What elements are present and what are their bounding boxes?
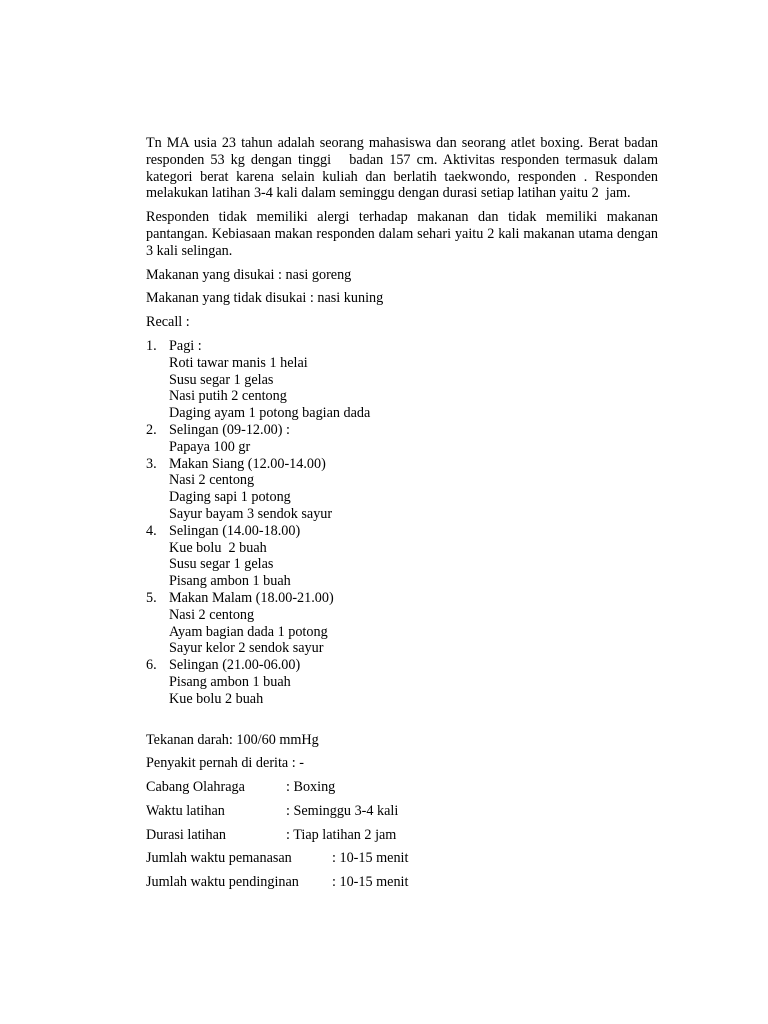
recall-food: Susu segar 1 gelas — [169, 371, 274, 388]
blood-pressure: Tekanan darah: 100/60 mmHg — [146, 731, 319, 748]
detail-row — [146, 874, 658, 891]
recall-food: Papaya 100 gr — [169, 438, 251, 455]
recall-food: Pisang ambon 1 buah — [169, 573, 291, 590]
recall-food: Ayam bagian dada 1 potong — [169, 623, 328, 640]
detail-row — [146, 850, 658, 867]
recall-heading: Selingan (14.00-18.00) — [169, 522, 301, 539]
recall-food: Pisang ambon 1 buah — [169, 673, 291, 690]
recall-food: Nasi putih 2 centong — [169, 388, 287, 405]
recall-heading: Selingan (21.00-06.00) — [169, 657, 301, 674]
detail-label: Jumlah waktu pendinginan — [146, 874, 299, 891]
recall-number: 3. — [146, 455, 157, 472]
recall-food: Nasi 2 centong — [169, 606, 255, 623]
recall-item — [146, 657, 658, 707]
recall-item — [146, 590, 658, 657]
recall-item — [146, 456, 658, 523]
detail-value: : 10-15 menit — [332, 874, 409, 891]
detail-row — [146, 779, 658, 796]
detail-value: : Tiap latihan 2 jam — [286, 826, 397, 843]
recall-heading: Makan Siang (12.00-14.00) — [169, 455, 326, 472]
habit-paragraph: Responden tidak memiliki alergi terhadap makanan dan tidak memiliki makanan pantangan. Kebiasaan makan responden dalam sehari yaitu 2 kali makanan utama dengan 3 kali selingan. — [146, 209, 658, 259]
recall-food: Daging sapi 1 potong — [169, 489, 291, 506]
recall-food: Nasi 2 centong — [169, 472, 255, 489]
intro-paragraph: Tn MA usia 23 tahun adalah seorang mahasiswa dan seorang atlet boxing. Berat badan responden 53 kg dengan tinggi badan 157 cm. Aktivitas responden termasuk dalam kategori berat karena selain kuliah dan berlatih taekwondo, responden . Responden melakukan latihan 3-4 kali dalam seminggu dengan durasi setiap latihan yaitu 2 jam. — [146, 135, 658, 202]
recall-food: Kue bolu 2 buah — [169, 539, 267, 556]
detail-label: Waktu latihan — [146, 802, 225, 819]
recall-food: Daging ayam 1 potong bagian dada — [169, 405, 371, 422]
detail-label: Cabang Olahraga — [146, 779, 245, 796]
recall-number: 6. — [146, 657, 157, 674]
recall-food: Kue bolu 2 buah — [169, 690, 264, 707]
detail-value: : Seminggu 3-4 kali — [286, 802, 399, 819]
recall-number: 5. — [146, 589, 157, 606]
recall-food: Sayur bayam 3 sendok sayur — [169, 505, 333, 522]
blank-space — [146, 708, 658, 732]
recall-heading: Pagi : — [169, 337, 202, 354]
recall-food: Roti tawar manis 1 helai — [169, 354, 308, 371]
detail-row — [146, 827, 658, 844]
disease-history: Penyakit pernah di derita : - — [146, 755, 304, 772]
detail-row — [146, 803, 658, 820]
detail-value: : 10-15 menit — [332, 850, 409, 867]
recall-title: Recall : — [146, 314, 190, 331]
recall-item — [146, 422, 658, 456]
recall-item — [146, 338, 658, 422]
recall-food: Sayur kelor 2 sendok sayur — [169, 640, 324, 657]
recall-item — [146, 523, 658, 590]
recall-list — [146, 338, 658, 708]
disliked-food: Makanan yang tidak disukai : nasi kuning — [146, 290, 384, 307]
document-content — [146, 135, 658, 891]
recall-number: 2. — [146, 421, 157, 438]
detail-label: Durasi latihan — [146, 826, 226, 843]
detail-value: : Boxing — [286, 779, 336, 796]
recall-heading: Makan Malam (18.00-21.00) — [169, 589, 334, 606]
recall-number: 4. — [146, 522, 157, 539]
detail-label: Jumlah waktu pemanasan — [146, 850, 292, 867]
recall-heading: Selingan (09-12.00) : — [169, 421, 290, 438]
recall-food: Susu segar 1 gelas — [169, 556, 274, 573]
liked-food: Makanan yang disukai : nasi goreng — [146, 266, 352, 283]
recall-number: 1. — [146, 337, 157, 354]
